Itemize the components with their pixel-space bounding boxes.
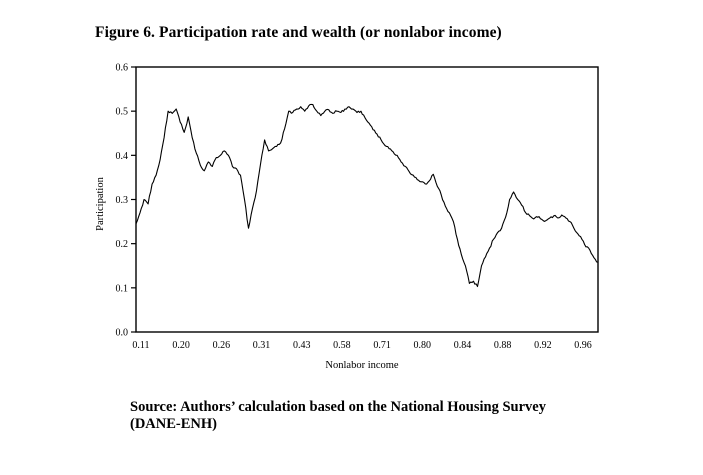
source-note	[130, 399, 546, 433]
y-tick-label: 0.6	[115, 62, 128, 74]
x-tick-label: 0.84	[453, 340, 472, 351]
x-tick-label: 0.20	[172, 340, 190, 351]
x-tick-label: 0.92	[534, 340, 552, 351]
y-tick-label: 0.3	[115, 195, 128, 206]
x-tick-label: 0.80	[413, 340, 432, 351]
y-axis	[116, 63, 137, 339]
x-tick-label: 0.11	[132, 340, 150, 351]
figure-title: Figure 6. Participation rate and wealth (or nonlabor income)	[95, 24, 502, 41]
x-tick-label: 0.96	[574, 340, 592, 351]
x-tick-label: 0.26	[212, 340, 231, 351]
y-tick-label: 0.5	[115, 106, 128, 118]
y-tick-label: 0.4	[115, 150, 128, 162]
series-line	[136, 104, 598, 286]
source-line-1: Source: Authors’ calculation based on the National Housing Survey	[130, 399, 546, 415]
source-line-2: (DANE-ENH)	[130, 415, 217, 432]
y-tick-label: 0.0	[115, 327, 128, 339]
x-tick-label: 0.88	[493, 340, 512, 351]
x-tick-label: 0.43	[292, 340, 311, 351]
x-tick-label: 0.31	[252, 340, 271, 351]
x-axis-title: Nonlabor income	[325, 360, 399, 371]
x-tick-label: 0.58	[333, 340, 351, 351]
y-tick-label: 0.1	[115, 283, 128, 295]
y-tick-label: 0.2	[115, 239, 128, 251]
x-tick-label: 0.71	[373, 340, 391, 351]
y-axis-title: Participation	[95, 177, 106, 231]
x-axis	[132, 340, 591, 351]
plot-frame	[136, 67, 598, 332]
